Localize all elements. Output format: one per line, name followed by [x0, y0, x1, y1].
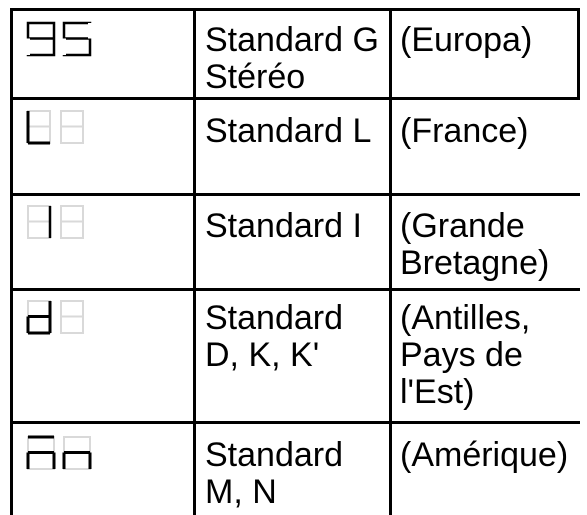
table-row-divider-1	[10, 97, 580, 100]
table-column-divider-1	[193, 8, 196, 515]
region-cell: (Amérique)	[400, 436, 569, 474]
region-cell: (France)	[400, 112, 529, 150]
table-border-right	[577, 8, 580, 98]
table-row-divider-2	[10, 193, 580, 196]
seven-segment-display-95-icon	[27, 22, 93, 56]
standard-cell: Standard L	[205, 112, 372, 150]
region-cell: (Europa)	[400, 21, 533, 59]
table-column-divider-2	[389, 8, 392, 515]
seven-segment-display-i-icon	[27, 205, 93, 239]
seven-segment-display-d-icon	[27, 300, 93, 334]
region-cell: (Grande Bretagne)	[400, 207, 550, 282]
standard-cell: Standard M, N	[205, 436, 343, 511]
table-row-divider-4	[10, 421, 580, 424]
standard-cell: Standard D, K, K'	[205, 299, 343, 374]
seven-segment-display-mn-icon	[27, 436, 93, 470]
table-border-left	[10, 8, 13, 515]
standard-cell: Standard G Stéréo	[205, 21, 379, 96]
table-row-divider-3	[10, 288, 580, 291]
region-cell: (Antilles, Pays de l'Est)	[400, 299, 531, 411]
standard-cell: Standard I	[205, 207, 362, 245]
seven-segment-display-l-icon	[27, 110, 93, 144]
table-border-top	[10, 8, 580, 11]
